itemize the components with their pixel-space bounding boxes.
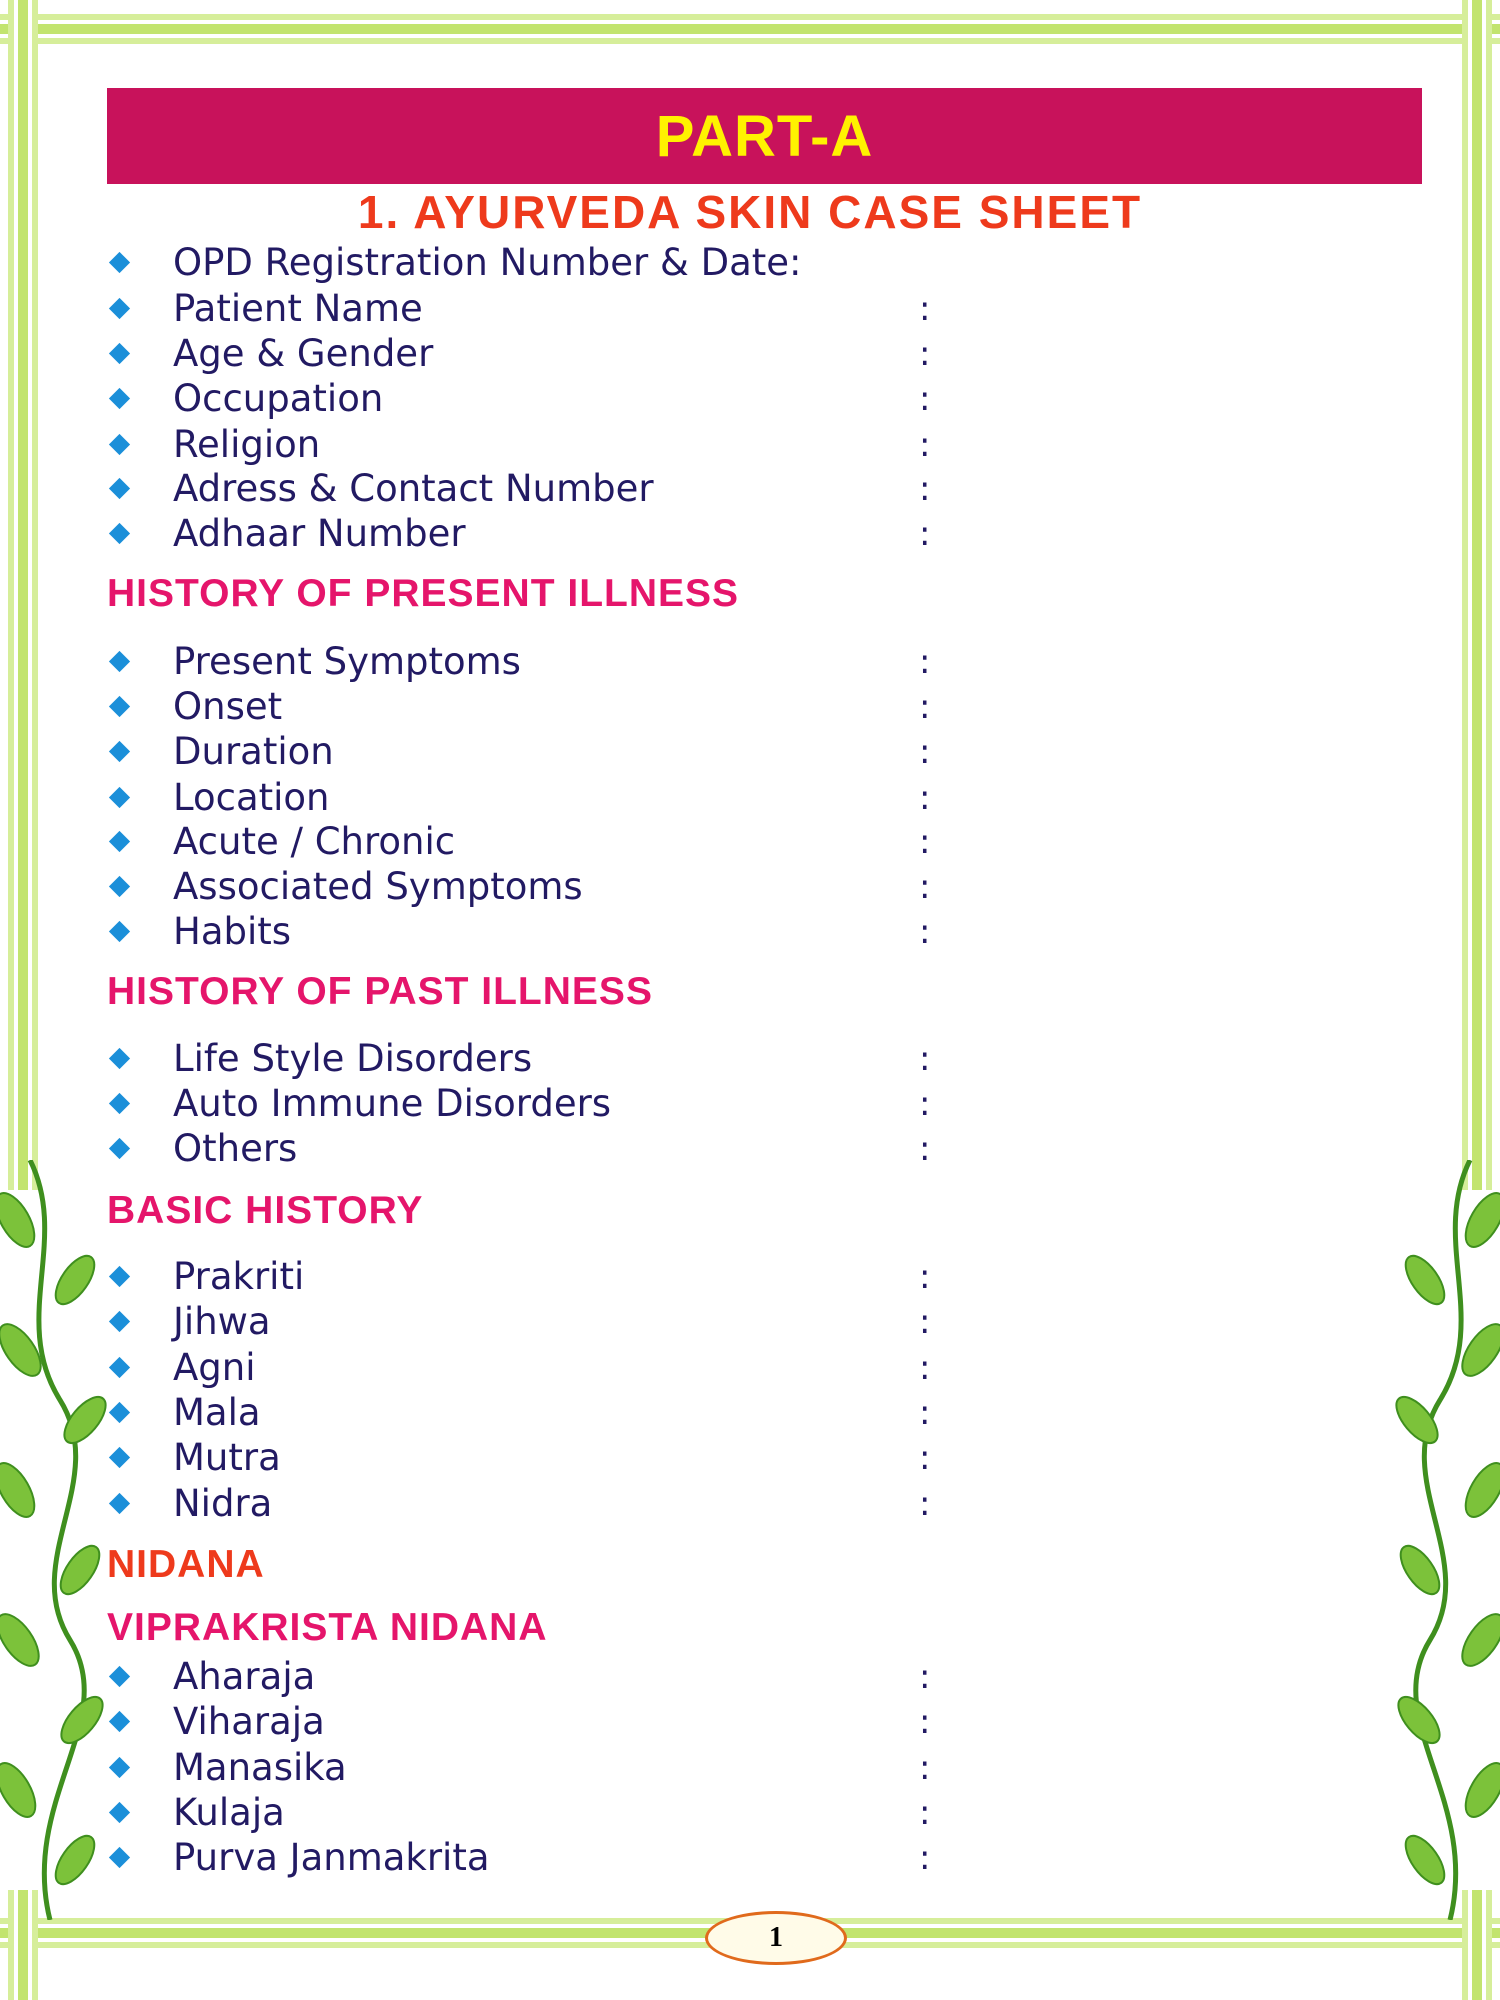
field-age-gender bbox=[107, 331, 1107, 377]
bullet-icon bbox=[109, 298, 130, 319]
field-colon: : bbox=[919, 822, 931, 862]
field-colon: : bbox=[919, 1129, 931, 1169]
page-number: 1 bbox=[705, 1911, 847, 1965]
field-label: Auto Immune Disorders bbox=[173, 1082, 612, 1125]
field-colon: : bbox=[919, 379, 931, 419]
field-label: OPD Registration Number & Date: bbox=[173, 241, 802, 284]
field-label: Viharaja bbox=[173, 1700, 325, 1743]
field-label: Associated Symptoms bbox=[173, 865, 583, 908]
field-label: Religion bbox=[173, 423, 321, 466]
bullet-icon bbox=[109, 651, 130, 672]
bullet-icon bbox=[109, 831, 130, 852]
field-colon: : bbox=[919, 1657, 931, 1697]
field-auto-immune-disorders bbox=[107, 1081, 1107, 1127]
bullet-icon bbox=[109, 921, 130, 942]
field-colon: : bbox=[919, 1348, 931, 1388]
field-label: Patient Name bbox=[173, 287, 423, 330]
bullet-icon bbox=[109, 343, 130, 364]
top-border bbox=[0, 14, 1500, 44]
bullet-icon bbox=[109, 1266, 130, 1287]
bullet-icon bbox=[109, 1847, 130, 1868]
field-label: Occupation bbox=[173, 377, 384, 420]
right-vine-illustration bbox=[1395, 1160, 1500, 1920]
field-present-symptoms bbox=[107, 639, 1107, 685]
bullet-icon bbox=[109, 876, 130, 897]
bullet-icon bbox=[109, 252, 130, 273]
field-label: Purva Janmakrita bbox=[173, 1836, 490, 1879]
field-colon: : bbox=[919, 1393, 931, 1433]
case-sheet-title: 1. AYURVEDA SKIN CASE SHEET bbox=[357, 186, 1143, 238]
field-mutra bbox=[107, 1435, 1107, 1481]
field-habits bbox=[107, 909, 1107, 955]
field-colon: : bbox=[919, 1702, 931, 1742]
field-adhaar-number bbox=[107, 511, 1107, 557]
field-colon: : bbox=[919, 642, 931, 682]
field-colon: : bbox=[919, 469, 931, 509]
field-label: Present Symptoms bbox=[173, 640, 521, 683]
field-associated-symptoms bbox=[107, 864, 1107, 910]
field-label: Life Style Disorders bbox=[173, 1037, 533, 1080]
bullet-icon bbox=[109, 1447, 130, 1468]
field-jihwa bbox=[107, 1299, 1107, 1345]
field-label: Others bbox=[173, 1127, 298, 1170]
field-agni bbox=[107, 1345, 1107, 1391]
field-colon: : bbox=[919, 1838, 931, 1878]
bullet-icon bbox=[109, 741, 130, 762]
field-kulaja bbox=[107, 1790, 1107, 1836]
field-label: Agni bbox=[173, 1346, 256, 1389]
field-colon: : bbox=[919, 334, 931, 374]
bullet-icon bbox=[109, 1311, 130, 1332]
field-nidra bbox=[107, 1481, 1107, 1527]
field-label: Adhaar Number bbox=[173, 512, 466, 555]
field-label: Nidra bbox=[173, 1482, 273, 1525]
field-viharaja bbox=[107, 1699, 1107, 1745]
field-colon: : bbox=[919, 867, 931, 907]
bullet-icon bbox=[109, 1402, 130, 1423]
field-label: Mala bbox=[173, 1391, 261, 1434]
field-colon: : bbox=[919, 1039, 931, 1079]
field-colon: : bbox=[919, 1302, 931, 1342]
field-label: Manasika bbox=[173, 1746, 347, 1789]
field-patient-name bbox=[107, 286, 1107, 332]
field-duration bbox=[107, 729, 1107, 775]
field-purva-janmakrita bbox=[107, 1835, 1107, 1881]
field-label: Adress & Contact Number bbox=[173, 467, 654, 510]
bullet-icon bbox=[109, 696, 130, 717]
field-label: Jihwa bbox=[173, 1300, 271, 1343]
field-life-style-disorders bbox=[107, 1036, 1107, 1082]
part-banner bbox=[107, 88, 1422, 184]
bullet-icon bbox=[109, 478, 130, 499]
field-address-contact bbox=[107, 466, 1107, 512]
field-label: Aharaja bbox=[173, 1655, 316, 1698]
bullet-icon bbox=[109, 787, 130, 808]
field-manasika bbox=[107, 1745, 1107, 1791]
bullet-icon bbox=[109, 1138, 130, 1159]
field-colon: : bbox=[919, 912, 931, 952]
bullet-icon bbox=[109, 1711, 130, 1732]
field-label: Onset bbox=[173, 685, 283, 728]
bullet-icon bbox=[109, 434, 130, 455]
field-aharaja bbox=[107, 1654, 1107, 1700]
field-colon: : bbox=[919, 778, 931, 818]
field-occupation bbox=[107, 376, 1107, 422]
field-location bbox=[107, 775, 1107, 821]
field-mala bbox=[107, 1390, 1107, 1436]
field-label: Mutra bbox=[173, 1436, 281, 1479]
field-label: Duration bbox=[173, 730, 334, 773]
field-colon: : bbox=[919, 514, 931, 554]
field-label: Habits bbox=[173, 910, 292, 953]
field-colon: : bbox=[919, 687, 931, 727]
bullet-icon bbox=[109, 1757, 130, 1778]
field-label: Kulaja bbox=[173, 1791, 285, 1834]
bullet-icon bbox=[109, 1048, 130, 1069]
field-colon: : bbox=[919, 1257, 931, 1297]
bullet-icon bbox=[109, 1357, 130, 1378]
field-onset bbox=[107, 684, 1107, 730]
bullet-icon bbox=[109, 1093, 130, 1114]
section-heading-present-illness: HISTORY OF PRESENT ILLNESS bbox=[107, 572, 740, 615]
left-vine-illustration bbox=[0, 1160, 110, 1920]
field-label: Prakriti bbox=[173, 1255, 305, 1298]
section-heading-past-illness: HISTORY OF PAST ILLNESS bbox=[107, 970, 653, 1013]
section-heading-nidana: NIDANA bbox=[107, 1543, 265, 1586]
bullet-icon bbox=[109, 1493, 130, 1514]
bullet-icon bbox=[109, 523, 130, 544]
field-colon: : bbox=[919, 1793, 931, 1833]
field-colon: : bbox=[919, 1438, 931, 1478]
bullet-icon bbox=[109, 388, 130, 409]
left-border bbox=[8, 0, 38, 1190]
bullet-icon bbox=[109, 1802, 130, 1823]
field-colon: : bbox=[919, 425, 931, 465]
field-prakriti bbox=[107, 1254, 1107, 1300]
part-banner-title: PART-A bbox=[655, 103, 874, 169]
field-colon: : bbox=[919, 289, 931, 329]
field-label: Location bbox=[173, 776, 330, 819]
field-colon: : bbox=[919, 1484, 931, 1524]
field-religion bbox=[107, 422, 1107, 468]
field-label: Acute / Chronic bbox=[173, 820, 456, 863]
field-others bbox=[107, 1126, 1107, 1172]
field-opd-registration bbox=[107, 240, 1107, 286]
field-acute-chronic bbox=[107, 819, 1107, 865]
field-colon: : bbox=[919, 732, 931, 772]
section-heading-viprakrista-nidana: VIPRAKRISTA NIDANA bbox=[107, 1606, 548, 1649]
field-colon: : bbox=[919, 1748, 931, 1788]
field-label: Age & Gender bbox=[173, 332, 434, 375]
section-heading-basic-history: BASIC HISTORY bbox=[107, 1189, 424, 1232]
right-border bbox=[1462, 0, 1492, 1190]
bullet-icon bbox=[109, 1666, 130, 1687]
field-colon: : bbox=[919, 1084, 931, 1124]
